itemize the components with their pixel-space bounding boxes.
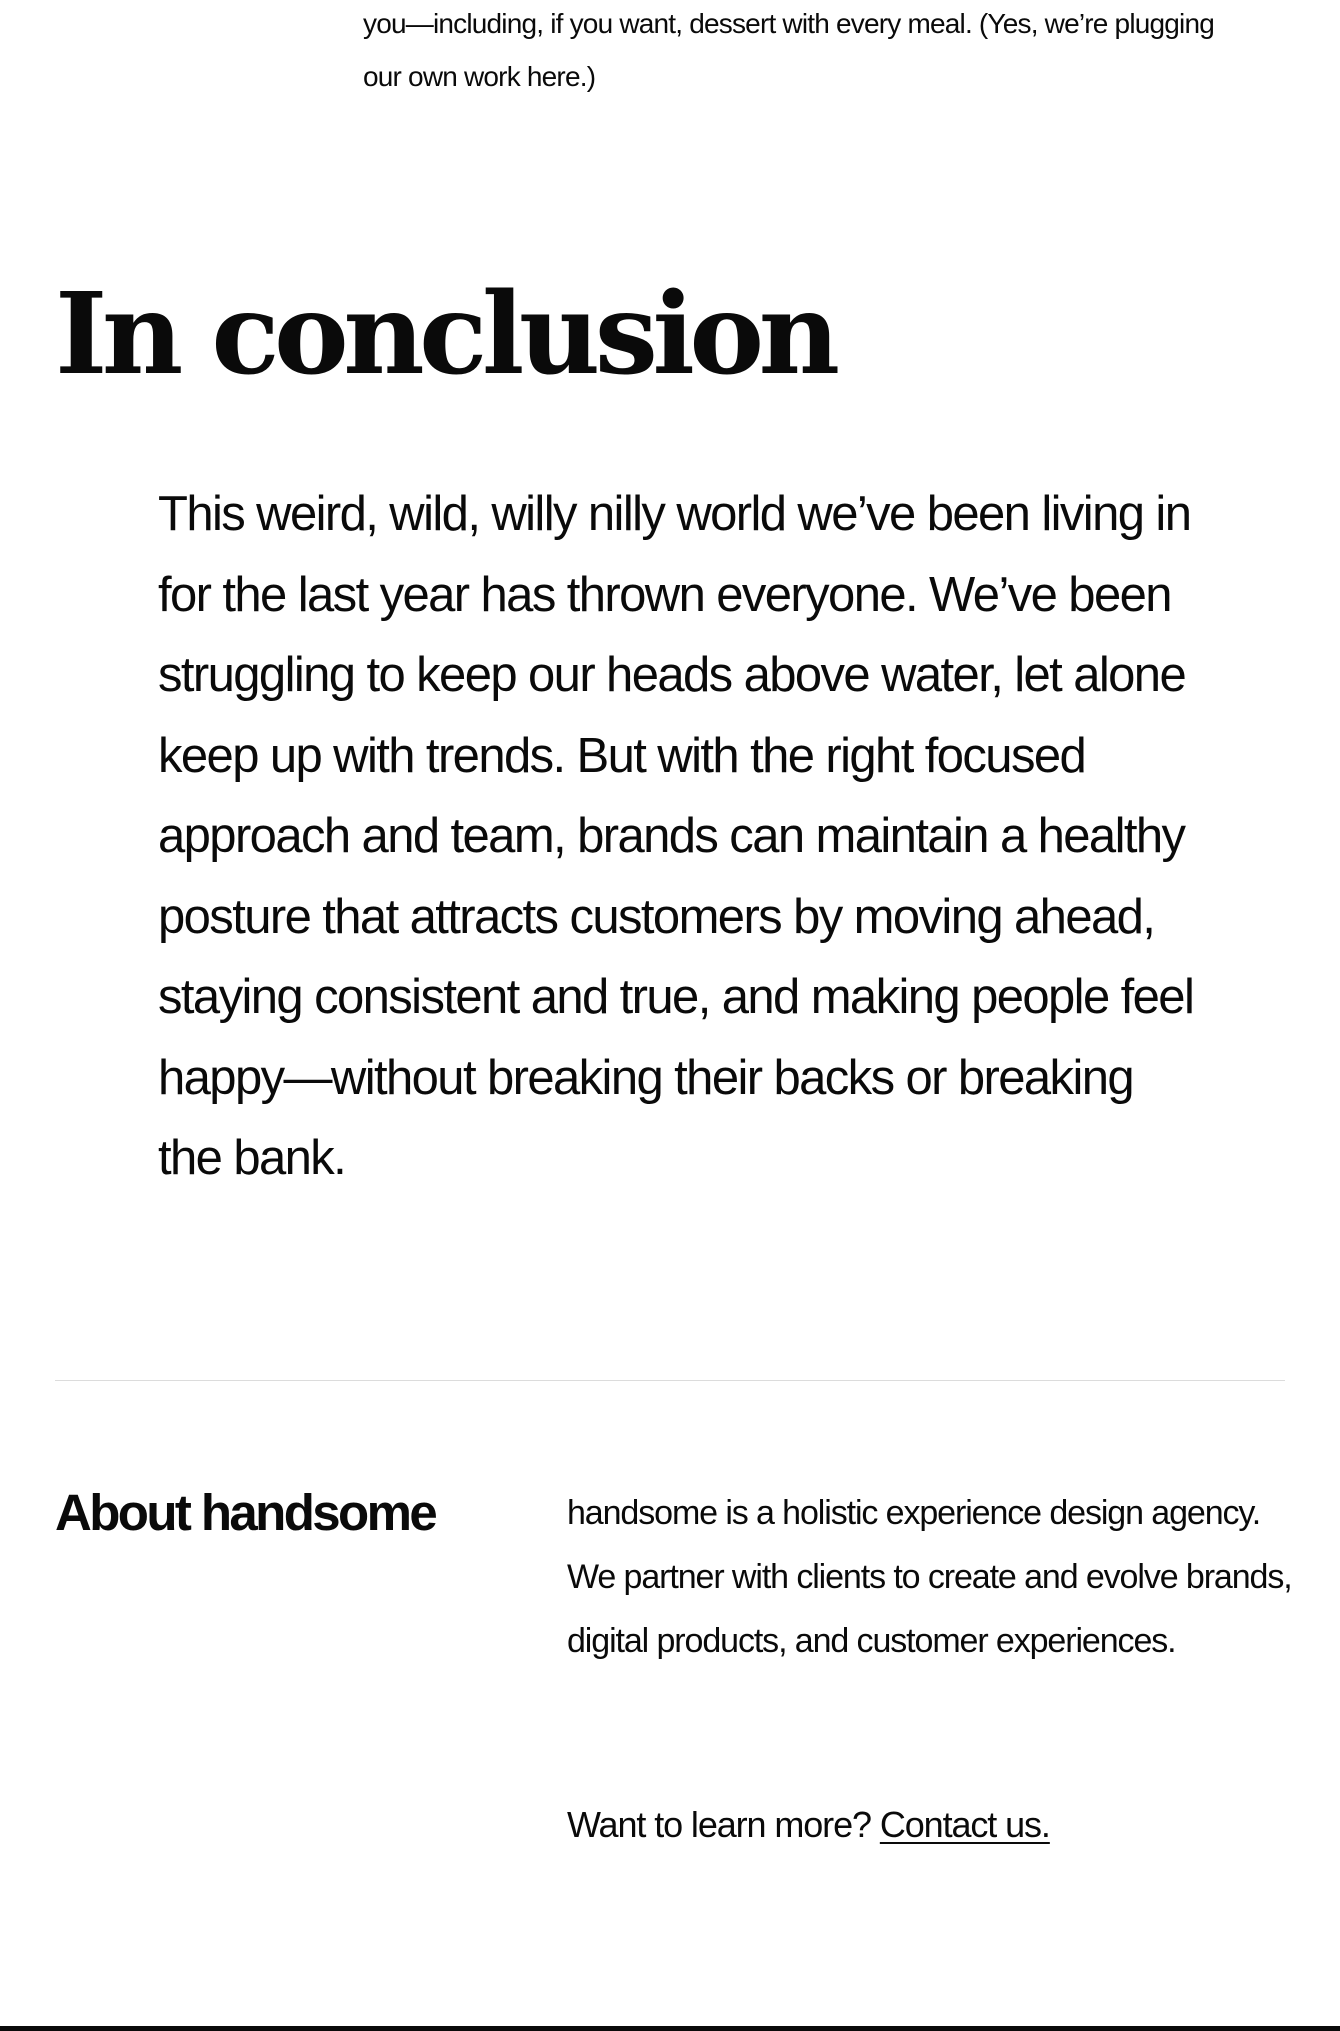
- about-heading: About handsome: [55, 1484, 436, 1541]
- about-cta: [567, 1795, 1050, 1855]
- section-divider: [55, 1380, 1285, 1381]
- cta-prefix-text: Want to learn more?: [567, 1804, 871, 1845]
- intro-paragraph-tail: you—including, if you want, dessert with every meal. (Yes, we’re plugging our own work here.): [363, 8, 1215, 92]
- conclusion-heading: In conclusion: [55, 269, 835, 400]
- footer-edge-bar: [0, 2026, 1340, 2031]
- contact-us-link[interactable]: Contact us.: [879, 1804, 1050, 1845]
- conclusion-paragraph: This weird, wild, willy nilly world we’ve been living in for the last year has thrown everyone. We’ve been struggling to keep our heads above water, let alone keep up with trends. But with the right focused approach and team, brands can maintain a healthy posture that attracts customers by moving ahead, staying consistent and true, and making people feel happy—without breaking their backs or breaking the bank.: [158, 487, 1194, 1185]
- about-description: handsome is a holistic experience design agency. We partner with clients to create and evolve brands, digital products, and customer experiences.: [567, 1494, 1292, 1660]
